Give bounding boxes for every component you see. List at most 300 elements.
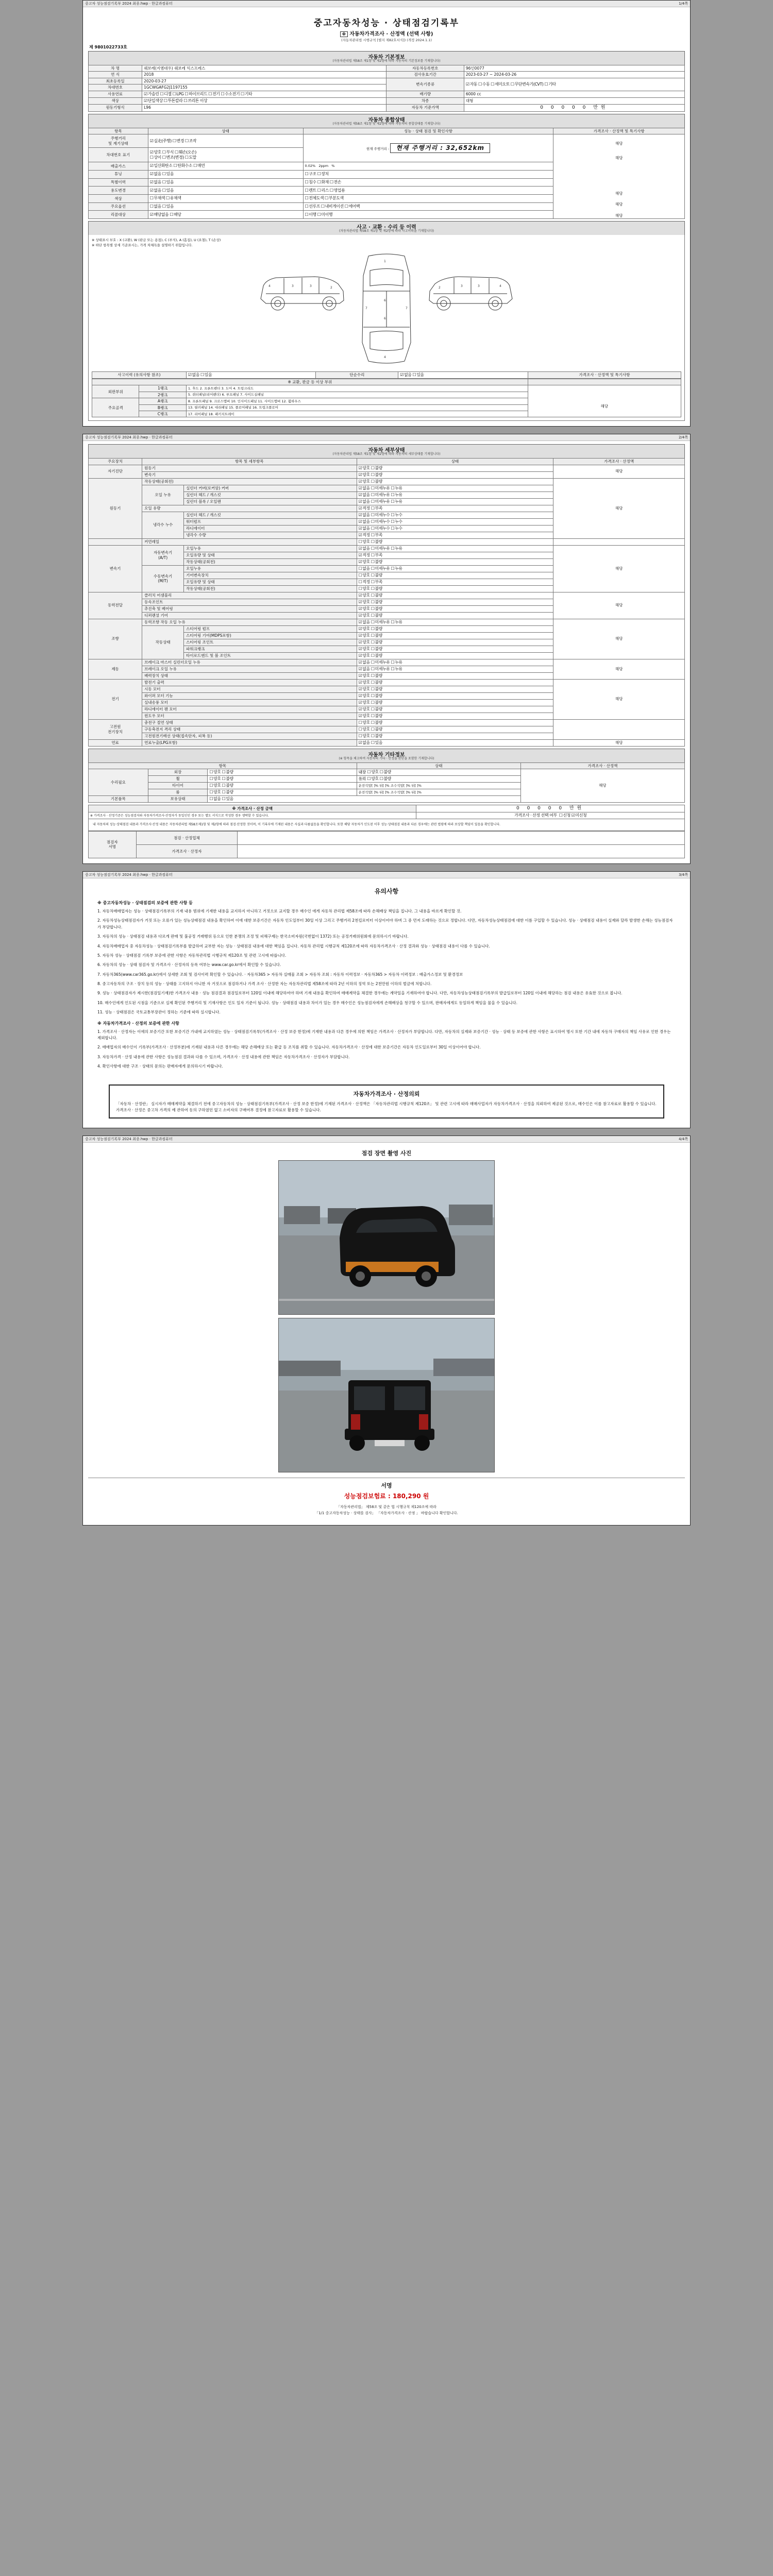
checkbox-coolant-ok[interactable]: ☑ 적정 <box>359 533 370 537</box>
checkbox-tire-good[interactable]: ☐ 양호 <box>209 783 221 788</box>
status-blower-motor[interactable] <box>357 699 553 706</box>
checkbox-pump-slight[interactable]: ☐ 미세누수 <box>371 519 390 524</box>
checkbox-block-leak[interactable]: ☐ 누유 <box>391 499 402 504</box>
checkbox-alt-bad[interactable]: ☐ 불량 <box>371 680 382 685</box>
tuning-detail-cell[interactable] <box>303 170 553 178</box>
subgroup-auto-trans: 자동변속기 (A/T) <box>142 545 184 565</box>
checkbox-recall-na[interactable]: ☑ 해당없음 <box>150 212 169 217</box>
checkbox-rocker-none[interactable]: ☑ 없음 <box>359 486 370 490</box>
checkbox-mt-op-good[interactable]: ☐ 양호 <box>359 586 370 591</box>
checkbox-self-engine-good[interactable]: ☑ 양호 <box>359 466 370 470</box>
status-coolant-level[interactable] <box>357 532 553 538</box>
checkbox-interior-good[interactable]: ☐ 양호 <box>367 770 379 774</box>
value-transmission[interactable] <box>464 78 684 91</box>
checkbox-mt-op-bad[interactable]: ☐ 불량 <box>371 586 382 591</box>
status-self-trans[interactable] <box>357 471 553 478</box>
checkbox-emission-hc[interactable]: ☐ 탄화수소 <box>174 163 193 168</box>
checkbox-achromatic[interactable]: ☐ 무채색 <box>150 196 165 200</box>
status-steering-gear[interactable] <box>357 632 553 639</box>
checkbox-self-trans-bad[interactable]: ☐ 불량 <box>371 472 382 477</box>
status-at-operation[interactable] <box>357 558 553 565</box>
status-room[interactable] <box>208 789 357 796</box>
checkbox-charge-good[interactable]: ☐ 양호 <box>359 720 370 725</box>
status-battery-isolation[interactable] <box>357 726 553 733</box>
checkbox-at-oil-ok[interactable]: ☑ 적정 <box>359 553 370 557</box>
notice-title: 유의사항 <box>374 887 399 895</box>
checkbox-valuation-applied[interactable]: ☐ 신청 <box>559 813 570 818</box>
status-hv-wiring[interactable] <box>357 733 553 739</box>
label-rank-a: A랭크 <box>139 398 186 404</box>
valuation-other: 해당 <box>520 769 684 803</box>
subgroup-coolant-leak: 냉각수 누수 <box>142 512 184 538</box>
checkbox-at-leak-none[interactable]: ☑ 없음 <box>359 546 370 551</box>
status-alternator[interactable] <box>357 679 553 686</box>
checkbox-mileage-tampered[interactable]: ☐ 조작 <box>185 139 196 143</box>
status-fuel-leak[interactable] <box>357 739 553 746</box>
value-color[interactable] <box>142 97 386 104</box>
checkbox-interior-bad[interactable]: ☐ 불량 <box>380 770 391 774</box>
value-main-options[interactable] <box>148 202 303 211</box>
checkbox-hvwire-good[interactable]: ☐ 양호 <box>359 734 370 738</box>
checkbox-trans-manual[interactable]: ☐ 수동 <box>478 82 490 87</box>
checkbox-engine-idle-bad[interactable]: ☐ 불량 <box>371 479 382 484</box>
status-engine-idle[interactable] <box>357 478 553 485</box>
status-block-oilpan[interactable] <box>357 498 553 505</box>
photo-gallery <box>88 1158 685 1475</box>
checkbox-vin-damaged[interactable]: ☐ 훼손(오손) <box>175 150 196 155</box>
label-valuator: 가격조사 · 산정자 <box>136 844 238 858</box>
page-1-topbar <box>83 1 690 7</box>
item-coolant-head: 실린더 헤드 / 개스킷 <box>184 512 357 518</box>
checkbox-special-none[interactable]: ☑ 없음 <box>150 180 161 184</box>
checkbox-color-two-tone[interactable]: ☐ 투톤칼라 <box>164 98 183 103</box>
checkbox-hvwire-bad[interactable]: ☐ 불량 <box>371 734 382 738</box>
checkbox-fuel-gasoline[interactable]: ☑ 가솔린 <box>144 92 159 96</box>
checkbox-diff-bad[interactable]: ☐ 불량 <box>371 613 382 618</box>
checkbox-mileage-actual[interactable]: ☑ 실走(주행) <box>150 139 172 143</box>
checkbox-block-none[interactable]: ☑ 없음 <box>359 499 370 504</box>
other-info-title: 자동차 기타정보 <box>368 752 405 758</box>
notice-item-2: 4. 확인사항에 대한 구조 · 상태의 문의는 판매자에게 문의하시기 바랍니다. <box>97 1064 223 1069</box>
checkbox-tuning-yes[interactable]: ☐ 있음 <box>162 172 174 176</box>
checkbox-exterior-good[interactable]: ☐ 양호 <box>209 770 221 774</box>
checkbox-starter-bad[interactable]: ☐ 불량 <box>371 687 382 691</box>
status-head-gasket[interactable] <box>357 492 553 498</box>
label-simple-repair: 단순수리 <box>316 372 398 379</box>
label-tuning: 튜닝 <box>89 170 148 178</box>
checkbox-coolant-low[interactable]: ☐ 부족 <box>371 533 382 537</box>
checkbox-simple-none[interactable]: ☑ 없음 <box>400 372 411 377</box>
valuation-brake: 해당 <box>553 659 685 679</box>
room-positions[interactable]: 운전석앞[ ]% 뒤[ ]% 조수석앞[ ]% 뒤[ ]% <box>357 789 520 796</box>
section-header-detail-state <box>88 444 685 458</box>
checkbox-window-bad[interactable]: ☐ 불량 <box>371 714 382 718</box>
checkbox-simple-yes[interactable]: ☐ 있음 <box>413 372 424 377</box>
checkbox-fuel-hybrid[interactable]: ☐ 하이브리드 <box>184 92 207 96</box>
checkbox-master-slight[interactable]: ☐ 미세누유 <box>371 660 390 665</box>
value-color-state[interactable] <box>148 194 303 202</box>
checkbox-trans-semi[interactable]: ☐ 세미오토 <box>491 82 510 87</box>
special-history-detail-cell[interactable] <box>303 178 553 187</box>
value-inspection-company[interactable] <box>238 831 685 844</box>
group-fuel: 연료 <box>89 739 142 746</box>
label-color-state: 색상 <box>89 194 148 202</box>
status-radiator-fan[interactable] <box>357 706 553 713</box>
value-accident-history[interactable] <box>186 372 315 379</box>
checkbox-cv-good[interactable]: ☑ 양호 <box>359 600 370 604</box>
checkbox-at-oil-low[interactable]: ☐ 부족 <box>371 553 382 557</box>
color-detail-cell[interactable] <box>303 194 553 202</box>
value-simple-repair[interactable] <box>398 372 528 379</box>
checkbox-mt-leak-leak[interactable]: ☐ 누유 <box>391 566 402 571</box>
status-window-motor[interactable] <box>357 713 553 719</box>
detail-state-note: (자동차관리법 제58조 제1항 및 제2항에 따라 자동차의 세부상태를 기재합니다) <box>332 452 441 456</box>
checkbox-full-repaint[interactable]: ☐ 전체도색 <box>305 196 324 200</box>
checkbox-head-none[interactable]: ☑ 없음 <box>359 493 370 497</box>
status-glass[interactable] <box>367 776 391 781</box>
valuation-common-rail <box>553 538 685 545</box>
checkbox-glass-good[interactable]: ☐ 양호 <box>367 776 379 781</box>
checkbox-vin-altered[interactable]: ☐ 변조(변경) <box>162 155 184 160</box>
checkbox-rocker-leak[interactable]: ☐ 누유 <box>391 486 402 490</box>
diagram-legend-1: ※ 상태표시 부호 : X (교환), W (판금 또는 용접), C (부식), A (흠집), U (요철), T (손상) <box>92 238 221 242</box>
checkbox-options-yes[interactable]: ☐ 있음 <box>162 204 174 209</box>
status-coolant-head[interactable] <box>357 512 553 518</box>
checkbox-accident-yes[interactable]: ☐ 있음 <box>200 372 212 377</box>
value-valuator[interactable] <box>238 844 685 858</box>
status-water-pump[interactable] <box>357 518 553 525</box>
checkbox-wheel-good[interactable]: ☐ 양호 <box>209 776 221 781</box>
checkbox-oil-ok[interactable]: ☑ 적정 <box>359 506 370 511</box>
label-car-name: 차 명 <box>89 65 142 72</box>
checkbox-ps-slight[interactable]: ☐ 미세누유 <box>371 620 390 624</box>
checkbox-emission-smoke[interactable]: ☐ 매연 <box>193 163 205 168</box>
topbar-right-text: 1/4쪽 <box>678 2 688 6</box>
checkbox-booster-good[interactable]: ☑ 양호 <box>359 673 370 678</box>
status-radiator[interactable] <box>357 525 553 532</box>
checkbox-mt-leak-none[interactable]: ☐ 없음 <box>359 566 370 571</box>
checkbox-diff-good[interactable]: ☑ 양호 <box>359 613 370 618</box>
value-mileage-meter[interactable] <box>148 134 303 148</box>
checkbox-block-slight[interactable]: ☐ 미세누유 <box>371 499 390 504</box>
status-tire[interactable] <box>208 783 357 789</box>
checkbox-ps-leak[interactable]: ☐ 누유 <box>391 620 402 624</box>
checkbox-wiper-good[interactable]: ☑ 양호 <box>359 693 370 698</box>
status-mt-oil-level[interactable] <box>357 579 553 585</box>
checkbox-options-none[interactable]: ☐ 없음 <box>150 204 161 209</box>
status-clutch[interactable] <box>357 592 553 599</box>
checkbox-cv-bad[interactable]: ☐ 불량 <box>371 600 382 604</box>
checkbox-crank-bad[interactable]: ☐ 불량 <box>371 647 382 651</box>
checkbox-tierod-bad[interactable]: ☐ 불량 <box>371 653 382 658</box>
checkbox-radiator-leak[interactable]: ☐ 누수 <box>391 526 402 531</box>
status-possession[interactable] <box>208 796 520 803</box>
checkbox-mt-gear-good[interactable]: ☐ 양호 <box>359 573 370 578</box>
value-fuel[interactable] <box>142 91 386 97</box>
checkbox-special-yes[interactable]: ☐ 있음 <box>162 180 174 184</box>
checkbox-steer-gear-bad[interactable]: ☐ 불량 <box>371 633 382 638</box>
checkbox-vin-corrosion[interactable]: ☐ 부식 <box>162 150 174 155</box>
emission-values-cell <box>303 162 553 171</box>
checkbox-master-leak[interactable]: ☐ 누유 <box>391 660 402 665</box>
checkbox-self-engine-bad[interactable]: ☐ 불량 <box>371 466 382 470</box>
checkbox-flood[interactable]: ☐ 침수 <box>305 180 316 184</box>
notice-item: 4. 자동차매매업자 중 자동차성능 · 상태점검기록부를 발급하여 교부한 자는 성능 · 상태점검 내용에 대한 책임을 집니다. 자동차 관리법 시행규칙 제120조에 따라 자동차가격조사 · 산정 결과와 성능 · 상태점검 내용이 다를 수 있습니다. <box>97 943 490 948</box>
checkbox-radiator-slight[interactable]: ☐ 미세누수 <box>371 526 390 531</box>
checkbox-coolant-head-leak[interactable]: ☐ 누수 <box>391 513 402 517</box>
checkbox-brakeoil-slight[interactable]: ☐ 미세누유 <box>371 667 390 671</box>
checkbox-recall-done[interactable]: ☐ 이행 <box>305 212 316 217</box>
checkbox-rental[interactable]: ☐ 렌트 <box>305 188 316 193</box>
notice-item-2: 1. 가격조사 · 산정자는 이에의 보증기간 또한 보증기간 가내에 교지하였는 성능 · 상태점검기록부(가격조사 · 산정 보증 한정)에 기재한 내용과 다른 경우에 의한 책임은 가격조사 · 산정자가 부담합니다. 다만, 자동차의 실제와 보증기간 · 성능 · 상태 등 보증에 관한 사항은 표시하여 명시 또한 기간 내에 자동차 구매자의 책임 사유로 인한 경우는 제외합니다. <box>97 1029 671 1041</box>
checkbox-oil-low[interactable]: ☐ 부족 <box>371 506 382 511</box>
checkbox-mt-oil-ok[interactable]: ☐ 적정 <box>359 580 370 584</box>
status-master-cylinder[interactable] <box>357 659 553 666</box>
checkbox-recall-yes[interactable]: ☐ 해당 <box>170 212 181 217</box>
value-special-history[interactable] <box>148 178 303 187</box>
checkbox-recall-not-done[interactable]: ☐ 미이행 <box>317 212 332 217</box>
checkbox-batt-good[interactable]: ☐ 양호 <box>359 727 370 732</box>
checkbox-fan-good[interactable]: ☑ 양호 <box>359 707 370 711</box>
checkbox-sunroof[interactable]: ☐ 선루프 <box>305 204 320 209</box>
checkbox-vin-different[interactable]: ☐ 상이 <box>150 155 161 160</box>
checkbox-partial-repaint[interactable]: ☐ 부분도색 <box>325 196 344 200</box>
table-row <box>89 819 685 831</box>
status-starter[interactable] <box>357 686 553 692</box>
checkbox-pump-leak[interactable]: ☐ 누수 <box>391 519 402 524</box>
table-row <box>89 97 685 104</box>
checkbox-usage-none[interactable]: ☑ 없음 <box>150 188 161 193</box>
accident-summary-table <box>92 371 681 379</box>
value-vin-mark[interactable] <box>148 148 303 162</box>
checkbox-mileage-changed[interactable]: ☐ 변경 <box>173 139 184 143</box>
value-tuning[interactable] <box>148 170 303 178</box>
checkbox-airbag[interactable]: ☐ 에어백 <box>345 204 360 209</box>
checkbox-shaft-good[interactable]: ☑ 양호 <box>359 606 370 611</box>
checkbox-shaft-bad[interactable]: ☐ 불량 <box>371 606 382 611</box>
item-coolant-level: 냉각수 수량 <box>184 532 357 538</box>
checkbox-master-none[interactable]: ☑ 없음 <box>359 660 370 665</box>
value-usage-change[interactable] <box>148 187 303 195</box>
checkbox-accident-none[interactable]: ☑ 없음 <box>188 372 199 377</box>
checkbox-brakeoil-leak[interactable]: ☐ 누유 <box>391 667 402 671</box>
checkbox-engine-idle-good[interactable]: ☑ 양호 <box>359 479 370 484</box>
status-wheel[interactable] <box>208 776 357 783</box>
status-self-engine[interactable] <box>357 465 553 471</box>
status-mt-leak[interactable] <box>357 565 553 572</box>
checkbox-wheel-bad[interactable]: ☐ 불량 <box>222 776 233 781</box>
status-exterior[interactable] <box>208 769 357 776</box>
status-cv-joint[interactable] <box>357 599 553 605</box>
checkbox-at-op-bad[interactable]: ☐ 불량 <box>371 560 382 564</box>
checkbox-at-leak-leak[interactable]: ☐ 누유 <box>391 546 402 551</box>
status-rocker-cover[interactable] <box>357 485 553 492</box>
usage-change-detail-cell[interactable] <box>303 187 553 195</box>
status-steering-pump[interactable] <box>357 625 553 632</box>
valuation-engine: 해당 <box>553 478 685 538</box>
checkbox-blower-bad[interactable]: ☐ 불량 <box>371 700 382 705</box>
checkbox-fire[interactable]: ☐ 화재 <box>317 180 329 184</box>
checkbox-head-leak[interactable]: ☐ 누유 <box>391 493 402 497</box>
checkbox-head-slight[interactable]: ☐ 미세누유 <box>371 493 390 497</box>
checkbox-coolant-head-none[interactable]: ☑ 없음 <box>359 513 370 517</box>
status-at-leak[interactable] <box>357 545 553 552</box>
value-emission[interactable] <box>148 162 303 171</box>
status-common-rail[interactable] <box>357 538 553 545</box>
page-4 <box>82 1136 691 1526</box>
checkbox-mt-gear-bad[interactable]: ☐ 불량 <box>371 573 382 578</box>
checkbox-batt-bad[interactable]: ☐ 불량 <box>371 727 382 732</box>
group-common-rail <box>89 538 142 545</box>
checkbox-commonrail-bad[interactable]: ☐ 불량 <box>371 539 382 544</box>
status-steering-joint[interactable] <box>357 639 553 646</box>
col-check: 성능 · 상태 점검 및 확인사항 <box>303 128 553 134</box>
checkbox-tire-bad[interactable]: ☐ 불량 <box>222 783 233 788</box>
checkbox-ps-none[interactable]: ☑ 없음 <box>359 620 370 624</box>
checkbox-wiper-bad[interactable]: ☐ 불량 <box>371 693 382 698</box>
checkbox-alt-good[interactable]: ☑ 양호 <box>359 680 370 685</box>
value-recall[interactable] <box>148 211 303 219</box>
checkbox-exterior-bad[interactable]: ☐ 불량 <box>222 770 233 774</box>
checkbox-radiator-none[interactable]: ☑ 없음 <box>359 526 370 531</box>
tire-positions[interactable]: 운전석앞[ ]% 뒤[ ]% 조수석앞[ ]% 뒤[ ]% <box>357 783 520 789</box>
valuation-select[interactable] <box>416 812 685 819</box>
checkbox-possession-none[interactable]: ☐ 없음 <box>209 796 221 801</box>
checkbox-clutch-good[interactable]: ☑ 양호 <box>359 593 370 598</box>
status-mt-operation[interactable] <box>357 585 553 592</box>
checkbox-color-single[interactable]: ☑ 단일색상 <box>144 98 163 103</box>
status-charging-port[interactable] <box>357 719 553 726</box>
checkbox-commonrail-good[interactable]: ☐ 양호 <box>359 539 370 544</box>
checkbox-rocker-slight[interactable]: ☐ 미세누유 <box>371 486 390 490</box>
status-brake-oil[interactable] <box>357 666 553 672</box>
status-oil-level[interactable] <box>357 505 553 512</box>
checkbox-room-good[interactable]: ☐ 양호 <box>209 790 221 794</box>
valuation-self-diagnosis: 해당 <box>553 465 685 478</box>
status-at-oil-level[interactable] <box>357 552 553 558</box>
checkbox-steer-pump-good[interactable]: ☑ 양호 <box>359 626 370 631</box>
item-oil-level: 오일 유량 <box>142 505 357 512</box>
checkbox-tierod-good[interactable]: ☑ 양호 <box>359 653 370 658</box>
checkbox-at-op-good[interactable]: ☑ 양호 <box>359 560 370 564</box>
checkbox-window-good[interactable]: ☑ 양호 <box>359 714 370 718</box>
checkbox-starter-good[interactable]: ☑ 양호 <box>359 687 370 691</box>
checkbox-coolant-head-slight[interactable]: ☐ 미세누수 <box>371 513 390 517</box>
checkbox-trans-etc[interactable]: ☐ 기타 <box>544 82 556 87</box>
checkbox-booster-bad[interactable]: ☐ 불량 <box>371 673 382 678</box>
checkbox-tuning-none[interactable]: ☑ 없음 <box>150 172 161 176</box>
main-options-detail-cell[interactable] <box>303 202 553 211</box>
checkbox-total-loss[interactable]: ☐ 전손 <box>330 180 341 184</box>
checkbox-steer-joint-bad[interactable]: ☐ 불량 <box>371 640 382 645</box>
status-interior[interactable] <box>367 770 391 774</box>
checkbox-emission-co[interactable]: ☑ 일산화탄소 <box>150 163 173 168</box>
notice-body <box>88 900 685 1078</box>
item-hv-wiring: 고전원전기배선 상태(접속단자, 피복 등) <box>142 733 357 739</box>
checkbox-vin-good[interactable]: ☑ 양호 <box>150 150 161 155</box>
status-power-crank[interactable] <box>357 646 553 652</box>
cell-interior[interactable] <box>357 769 520 776</box>
checkbox-pump-none[interactable]: ☑ 없음 <box>359 519 370 524</box>
cell-glass[interactable] <box>357 776 520 783</box>
checkbox-commercial[interactable]: ☐ 영업용 <box>330 188 345 193</box>
group-self-diagnosis: 자기진단 <box>89 465 142 478</box>
checkbox-fuel-ev[interactable]: ☐ 전기 <box>208 92 220 96</box>
checkbox-fuel-etc[interactable]: ☐ 기타 <box>241 92 252 96</box>
checkbox-steer-joint-good[interactable]: ☑ 양호 <box>359 640 370 645</box>
checkbox-fuel-hydrogen[interactable]: ☐ 수소전기 <box>221 92 240 96</box>
checkbox-fuelleak-none[interactable]: ☑ 없음 <box>359 740 370 745</box>
status-wiper-motor[interactable] <box>357 692 553 699</box>
checkbox-fuel-diesel[interactable]: ☐ 디젤 <box>160 92 172 96</box>
checkbox-trans-cvt[interactable]: ☐ 무단변속기(CVT) <box>511 82 544 87</box>
recall-detail-cell[interactable] <box>303 211 553 219</box>
status-booster[interactable] <box>357 672 553 679</box>
checkbox-chromatic[interactable]: ☐ 유채색 <box>166 196 181 200</box>
checkbox-clutch-bad[interactable]: ☐ 불량 <box>371 593 382 598</box>
checkbox-mt-oil-low[interactable]: ☐ 부족 <box>371 580 382 584</box>
label-model-year: 연 식 <box>89 72 142 78</box>
checkbox-navigation[interactable]: ☐ 내비게이션 <box>321 204 344 209</box>
checkbox-trans-auto[interactable]: ☑ 자동 <box>466 82 477 87</box>
checkbox-steer-pump-bad[interactable]: ☐ 불량 <box>371 626 382 631</box>
basic-info-note: (자동차관리법 제58조 제1항 및 제2항에 따라 자동차의 기본정보를 기재합니다) <box>332 59 441 63</box>
checkbox-tuning-structure[interactable]: ☐ 구조 <box>305 172 316 176</box>
item-common-rail: 커먼레일 <box>142 538 357 545</box>
label-usage-change: 용도변경 <box>89 187 148 195</box>
checkbox-glass-bad[interactable]: ☐ 불량 <box>380 776 391 781</box>
topbar-left-text-2: 중고차 성능점검기록부 2024 최종.hwp · 한글과컴퓨터 <box>85 435 173 440</box>
checkbox-fan-bad[interactable]: ☐ 불량 <box>371 707 382 711</box>
checkbox-fuelleak-yes[interactable]: ☐ 있음 <box>371 740 382 745</box>
svg-text:2: 2 <box>439 286 441 290</box>
status-tie-rod[interactable] <box>357 652 553 659</box>
overall-valuation-note-4: 해당 <box>615 202 623 207</box>
checkbox-usage-yes[interactable]: ☐ 있음 <box>162 188 174 193</box>
topbar-left-text-3: 중고차 성능점검기록부 2024 최종.hwp · 한글과컴퓨터 <box>85 872 173 877</box>
status-propeller-shaft[interactable] <box>357 605 553 612</box>
item-differential: 디퍼렌셜 기어 <box>142 612 357 619</box>
checkbox-color-three-tone[interactable]: ☐ 쓰리톤 이상 <box>183 98 207 103</box>
col-main-device: 주요장치 <box>89 459 142 465</box>
checkbox-room-bad[interactable]: ☐ 불량 <box>222 790 233 794</box>
status-differential[interactable] <box>357 612 553 619</box>
checkbox-charge-bad[interactable]: ☐ 불량 <box>371 720 382 725</box>
checkbox-crank-good[interactable]: ☑ 양호 <box>359 647 370 651</box>
checkbox-at-leak-slight[interactable]: ☐ 미세누유 <box>371 546 390 551</box>
checkbox-tuning-device[interactable]: ☐ 장치 <box>317 172 329 176</box>
label-rank-b: B랭크 <box>139 404 186 411</box>
checkbox-fuel-lpg[interactable]: ☐ LPG <box>173 92 184 96</box>
checkbox-brakeoil-none[interactable]: ☑ 없음 <box>359 667 370 671</box>
overall-valuation-note-5: 해당 <box>615 213 623 218</box>
value-vin: 1GCWGAFG2J1197155 <box>142 84 386 91</box>
checkbox-self-trans-good[interactable]: ☑ 양호 <box>359 472 370 477</box>
damage-parts-title: ※ 교환, 판금 등 이상 부위 <box>92 379 528 385</box>
checkbox-lease[interactable]: ☐ 리스 <box>317 188 329 193</box>
checkbox-blower-good[interactable]: ☑ 양호 <box>359 700 370 705</box>
status-power-steering-leak[interactable] <box>357 619 553 625</box>
checkbox-steer-gear-good[interactable]: ☑ 양호 <box>359 633 370 638</box>
checkbox-vin-erased[interactable]: ☐ 도말 <box>185 155 196 160</box>
checkbox-possession-yes[interactable]: ☐ 있음 <box>222 796 233 801</box>
col-item: 항목 <box>89 128 148 134</box>
table-row <box>89 478 685 485</box>
checkbox-valuation-not-applied[interactable]: ☑ 미신청 <box>572 813 586 818</box>
status-mt-gear-shift[interactable] <box>357 572 553 579</box>
detail-state-title: 자동차 세부상태 <box>368 448 405 454</box>
checkbox-mt-leak-slight[interactable]: ☐ 미세누유 <box>371 566 390 571</box>
